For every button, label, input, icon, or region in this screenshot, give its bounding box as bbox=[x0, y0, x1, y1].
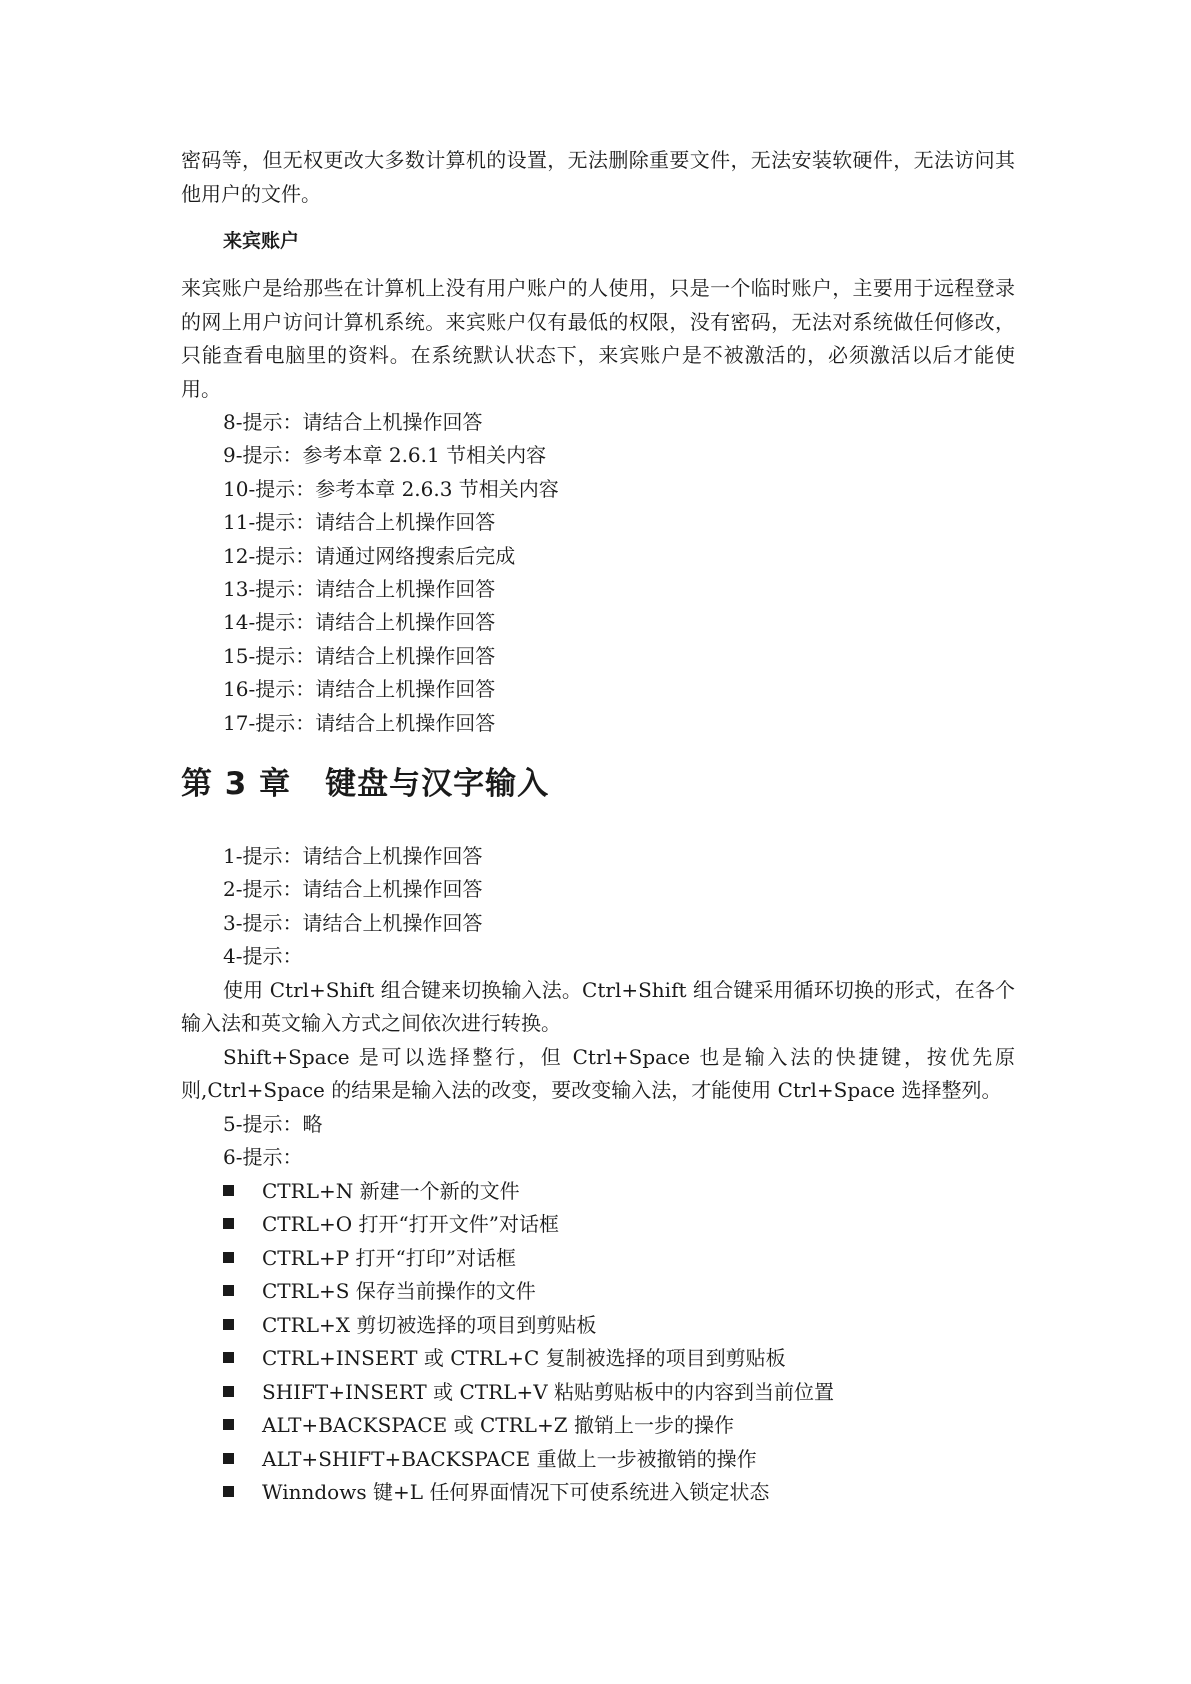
shortcut-item bbox=[181, 1309, 1015, 1343]
shortcut-item bbox=[181, 1242, 1015, 1276]
shortcut-text: ALT+SHIFT+BACKSPACE 重做上一步被撤销的操作 bbox=[262, 1446, 757, 1471]
shortcut-text: ALT+BACKSPACE 或 CTRL+Z 撤销上一步的操作 bbox=[262, 1413, 734, 1437]
hint-item: 13-提示：请结合上机操作回答 bbox=[223, 577, 496, 602]
chapter-heading bbox=[181, 762, 1015, 806]
shift-space-paragraph: Shift+Space 是可以选择整行，但 Ctrl+Space 也是输入法的快捷键，按优先原则,Ctrl+Space 的结果是输入法的改变，要改变输入法，才能使用 Ctrl+Space 选择整列。 bbox=[181, 1044, 1015, 1103]
shortcut-text: Winndows 键+L 任何界面情况下可使系统进入锁定状态 bbox=[262, 1480, 770, 1504]
shortcut-item bbox=[181, 1409, 1015, 1443]
guest-account-heading: 来宾账户 bbox=[223, 230, 300, 252]
hint-item: 9-提示：参考本章 2.6.1 节相关内容 bbox=[223, 443, 547, 468]
chapter2-hint-list bbox=[181, 406, 1015, 740]
hint-item: 11-提示：请结合上机操作回答 bbox=[223, 510, 496, 535]
square-bullet-icon bbox=[223, 1352, 234, 1363]
hint-item: 3-提示：请结合上机操作回答 bbox=[223, 910, 483, 935]
square-bullet-icon bbox=[223, 1453, 234, 1464]
hint-item: 12-提示：请通过网络搜索后完成 bbox=[223, 543, 516, 568]
shortcut-text: CTRL+X 剪切被选择的项目到剪贴板 bbox=[262, 1312, 597, 1337]
ctrl-shift-paragraph: 使用 Ctrl+Shift 组合键来切换输入法。Ctrl+Shift 组合键采用循环切换的形式，在各个输入法和英文输入方式之间依次进行转换。 bbox=[181, 977, 1015, 1036]
chapter-number: 第 3 章 bbox=[181, 766, 292, 803]
square-bullet-icon bbox=[223, 1419, 234, 1430]
hint-item: 1-提示：请结合上机操作回答 bbox=[223, 844, 483, 869]
hint-item: 16-提示：请结合上机操作回答 bbox=[223, 677, 496, 702]
page-content bbox=[181, 144, 1015, 1510]
shortcut-item bbox=[181, 1208, 1015, 1242]
hint-item: 5-提示：略 bbox=[223, 1111, 323, 1136]
shortcut-item bbox=[181, 1275, 1015, 1309]
square-bullet-icon bbox=[223, 1218, 234, 1229]
shortcut-text: CTRL+S 保存当前操作的文件 bbox=[262, 1279, 536, 1303]
shortcut-item bbox=[181, 1175, 1015, 1209]
shortcut-text: CTRL+INSERT 或 CTRL+C 复制被选择的项目到剪贴板 bbox=[262, 1346, 786, 1370]
hint-item: 4-提示： bbox=[223, 944, 303, 969]
hint-item: 14-提示：请结合上机操作回答 bbox=[223, 610, 496, 635]
shortcut-list bbox=[181, 1175, 1015, 1510]
shortcut-item bbox=[181, 1476, 1015, 1510]
chapter3-hint-list-2 bbox=[181, 1108, 1015, 1175]
shortcut-text: CTRL+N 新建一个新的文件 bbox=[262, 1178, 520, 1203]
hint-item: 2-提示：请结合上机操作回答 bbox=[223, 877, 483, 902]
hint-item: 15-提示：请结合上机操作回答 bbox=[223, 643, 496, 668]
square-bullet-icon bbox=[223, 1185, 234, 1196]
shortcut-text: SHIFT+INSERT 或 CTRL+V 粘贴剪贴板中的内容到当前位置 bbox=[262, 1379, 835, 1404]
square-bullet-icon bbox=[223, 1319, 234, 1330]
hint-item: 6-提示： bbox=[223, 1145, 303, 1170]
shortcut-item bbox=[181, 1376, 1015, 1410]
chapter3-hint-list bbox=[181, 840, 1015, 974]
square-bullet-icon bbox=[223, 1285, 234, 1296]
shortcut-item bbox=[181, 1443, 1015, 1477]
square-bullet-icon bbox=[223, 1252, 234, 1263]
shortcut-item bbox=[181, 1342, 1015, 1376]
square-bullet-icon bbox=[223, 1486, 234, 1497]
intro-paragraph: 密码等，但无权更改大多数计算机的设置，无法删除重要文件，无法安装软硬件，无法访问其他用户的文件。 bbox=[181, 148, 1015, 206]
hint-item: 8-提示：请结合上机操作回答 bbox=[223, 410, 483, 434]
shortcut-text: CTRL+O 打开“打开文件”对话框 bbox=[262, 1212, 559, 1236]
shortcut-text: CTRL+P 打开“打印”对话框 bbox=[262, 1245, 517, 1270]
chapter-title: 键盘与汉字输入 bbox=[325, 766, 550, 803]
square-bullet-icon bbox=[223, 1386, 234, 1397]
hint-item: 17-提示：请结合上机操作回答 bbox=[223, 710, 496, 735]
hint-item: 10-提示：参考本章 2.6.3 节相关内容 bbox=[223, 476, 559, 501]
guest-account-paragraph: 来宾账户是给那些在计算机上没有用户账户的人使用，只是一个临时账户，主要用于远程登录的网上用户访问计算机系统。来宾账户仅有最低的权限，没有密码，无法对系统做任何修改，只能查看电脑里的资料。在系统默认状态下，来宾账户是不被激活的，必须激活以后才能使用。 bbox=[181, 276, 1015, 401]
